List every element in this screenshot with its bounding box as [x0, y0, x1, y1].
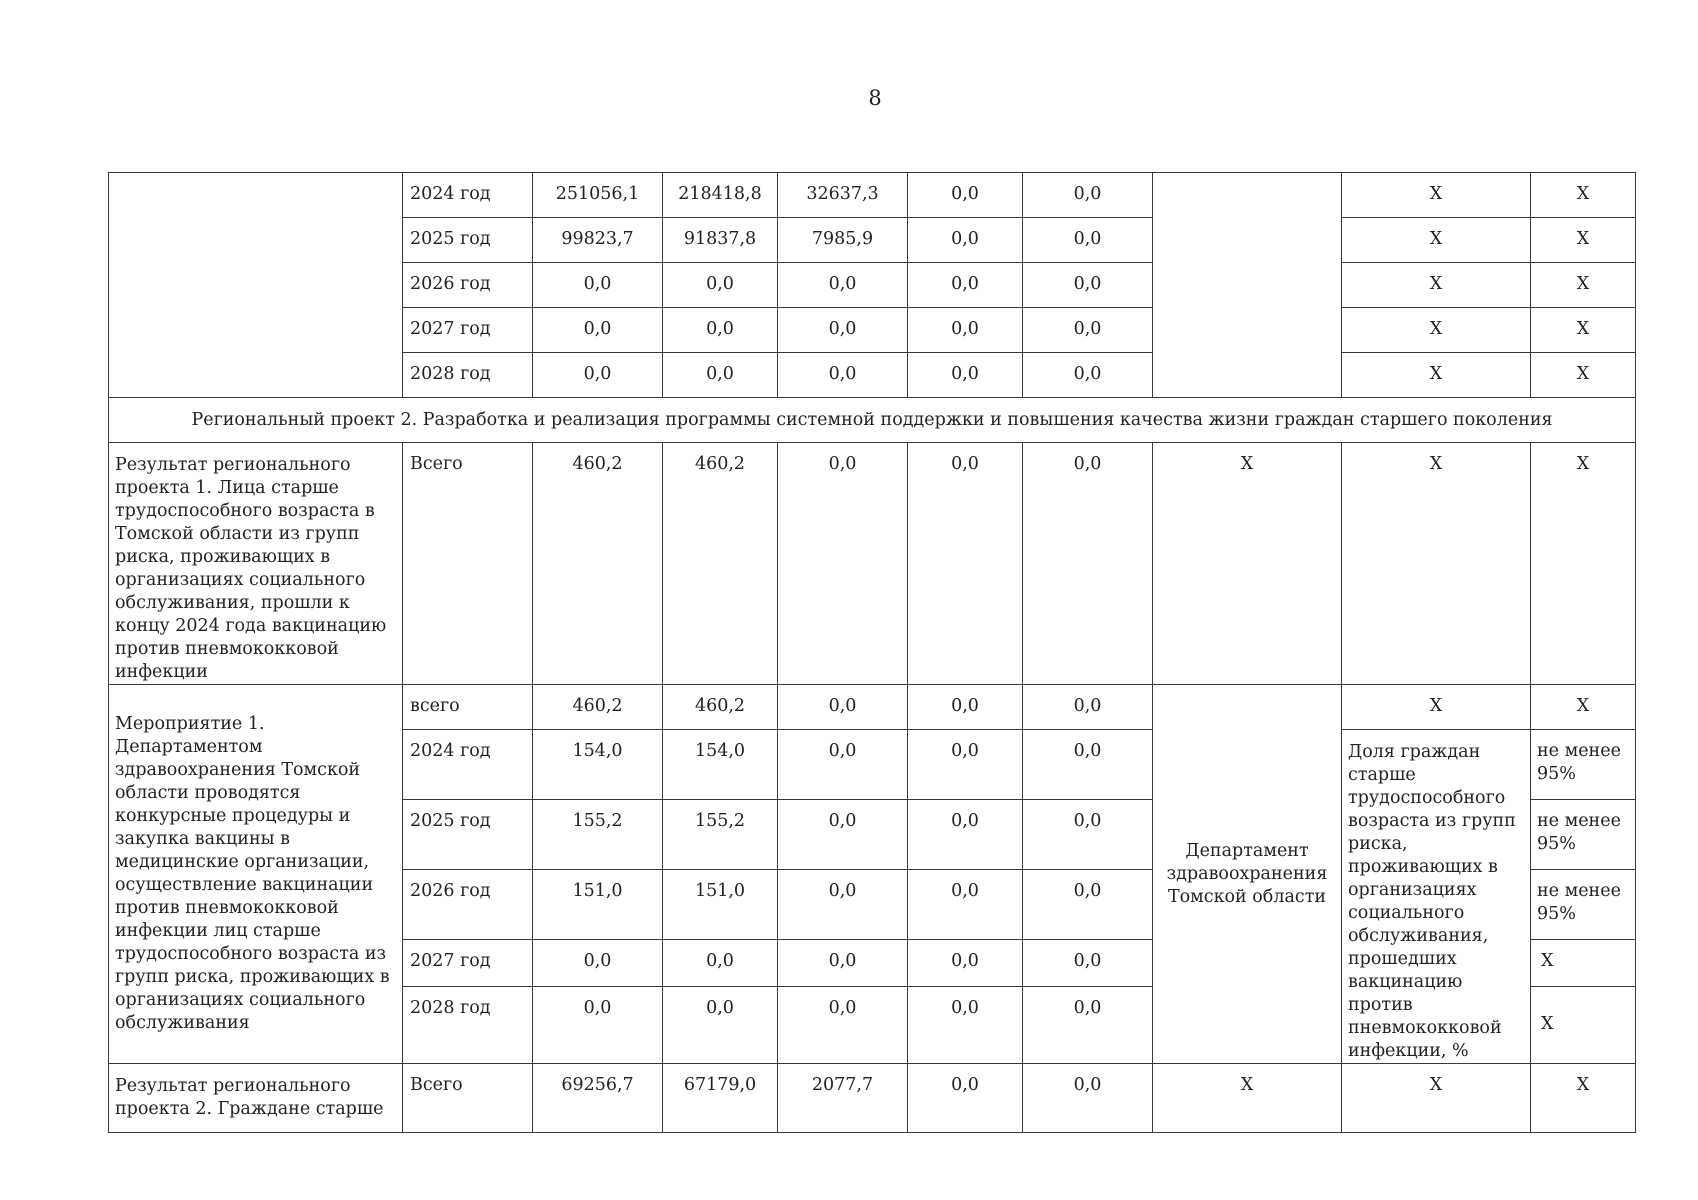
value-cell: 154,0 — [663, 730, 778, 800]
requirement-cell: не менее 95% — [1531, 730, 1636, 800]
x-cell: X — [1342, 685, 1531, 730]
value-cell: 0,0 — [1023, 870, 1153, 940]
section-banner: Региональный проект 2. Разработка и реализация программы системной поддержки и повышения качества жизни граждан старшего поколения — [109, 398, 1636, 443]
value-cell: 0,0 — [533, 308, 663, 353]
x-cell: X — [1531, 353, 1636, 398]
value-cell: 0,0 — [908, 263, 1023, 308]
year-cell: 2024 год — [403, 173, 533, 218]
year-cell: 2025 год — [403, 800, 533, 870]
value-cell: 0,0 — [533, 986, 663, 1063]
value-cell: 0,0 — [908, 308, 1023, 353]
value-cell: 0,0 — [778, 800, 908, 870]
year-cell: 2027 год — [403, 940, 533, 986]
value-cell: 0,0 — [908, 353, 1023, 398]
value-cell: 218418,8 — [663, 173, 778, 218]
result-description: Результат регионального проекта 1. Лица старше трудоспособного возраста в Томской области из групп риска, проживающих в организациях социального обслуживания, прошли к концу 2024 года вакцинацию против пневмококковой инфекции — [109, 443, 403, 685]
value-cell: 0,0 — [533, 353, 663, 398]
x-cell: X — [1153, 1064, 1342, 1133]
value-cell: 460,2 — [533, 685, 663, 730]
x-cell: X — [1342, 353, 1531, 398]
value-cell: 0,0 — [908, 218, 1023, 263]
measure-description: Мероприятие 1. Департаментом здравоохранения Томской области проводятся конкурсные процедуры и закупка вакцины в медицинские организации, осуществление вакцинации против пневмококковой инфекции лиц старше трудоспособного возраста из групп риска, проживающих в организациях социального обслуживания — [109, 685, 403, 1064]
value-cell: 0,0 — [778, 730, 908, 800]
value-cell: 99823,7 — [533, 218, 663, 263]
year-cell: 2028 год — [403, 986, 533, 1063]
x-cell: X — [1342, 308, 1531, 353]
x-cell: X — [1342, 263, 1531, 308]
value-cell: 0,0 — [908, 986, 1023, 1063]
value-cell: 0,0 — [533, 263, 663, 308]
value-cell: 0,0 — [1023, 685, 1153, 730]
requirement-cell: X — [1531, 940, 1636, 986]
value-cell: 0,0 — [1023, 308, 1153, 353]
x-cell: X — [1531, 685, 1636, 730]
value-cell: 460,2 — [663, 685, 778, 730]
value-cell: 7985,9 — [778, 218, 908, 263]
value-cell: 0,0 — [778, 443, 908, 685]
x-cell: X — [1153, 443, 1342, 685]
value-cell: 0,0 — [1023, 263, 1153, 308]
total-label: Всего — [403, 443, 533, 685]
value-cell: 0,0 — [908, 800, 1023, 870]
value-cell: 0,0 — [663, 353, 778, 398]
value-cell: 0,0 — [908, 870, 1023, 940]
value-cell: 0,0 — [663, 940, 778, 986]
table-row — [109, 398, 1636, 443]
x-cell: X — [1531, 443, 1636, 685]
year-cell: 2026 год — [403, 870, 533, 940]
value-cell: 0,0 — [1023, 1064, 1153, 1133]
value-cell: 0,0 — [663, 263, 778, 308]
year-cell: 2028 год — [403, 353, 533, 398]
value-cell: 0,0 — [908, 685, 1023, 730]
value-cell: 0,0 — [1023, 800, 1153, 870]
value-cell: 69256,7 — [533, 1064, 663, 1133]
table-row — [109, 443, 1636, 685]
x-cell: X — [1342, 443, 1531, 685]
value-cell: 0,0 — [778, 353, 908, 398]
value-cell: 0,0 — [908, 443, 1023, 685]
year-cell: 2025 год — [403, 218, 533, 263]
requirement-cell: не менее 95% — [1531, 870, 1636, 940]
value-cell: 67179,0 — [663, 1064, 778, 1133]
requirement-cell: не менее 95% — [1531, 800, 1636, 870]
value-cell: 155,2 — [663, 800, 778, 870]
total-label: всего — [403, 685, 533, 730]
x-cell: X — [1531, 308, 1636, 353]
budget-table — [108, 172, 1636, 1133]
value-cell: 0,0 — [778, 263, 908, 308]
value-cell: 0,0 — [1023, 218, 1153, 263]
x-cell: X — [1342, 173, 1531, 218]
value-cell: 0,0 — [1023, 730, 1153, 800]
value-cell: 155,2 — [533, 800, 663, 870]
value-cell: 0,0 — [778, 986, 908, 1063]
value-cell: 151,0 — [533, 870, 663, 940]
table-row — [109, 685, 1636, 730]
table-row — [109, 173, 1636, 218]
value-cell: 0,0 — [908, 940, 1023, 986]
year-cell: 2027 год — [403, 308, 533, 353]
value-cell: 0,0 — [778, 685, 908, 730]
value-cell: 0,0 — [908, 173, 1023, 218]
value-cell: 0,0 — [1023, 353, 1153, 398]
value-cell: 154,0 — [533, 730, 663, 800]
value-cell: 32637,3 — [778, 173, 908, 218]
x-cell: X — [1342, 218, 1531, 263]
x-cell: X — [1531, 263, 1636, 308]
value-cell: 2077,7 — [778, 1064, 908, 1133]
year-cell: 2026 год — [403, 263, 533, 308]
value-cell: 0,0 — [908, 730, 1023, 800]
executor-cell: Департамент здравоохранения Томской области — [1153, 685, 1342, 1064]
x-cell: X — [1531, 218, 1636, 263]
value-cell: 0,0 — [533, 940, 663, 986]
page-number: 8 — [868, 86, 882, 110]
year-cell: 2024 год — [403, 730, 533, 800]
value-cell: 0,0 — [1023, 443, 1153, 685]
table-row — [109, 1064, 1636, 1133]
value-cell: 151,0 — [663, 870, 778, 940]
value-cell: 460,2 — [663, 443, 778, 685]
indicator-cell: Доля граждан старше трудоспособного возраста из групп риска, проживающих в организациях социального обслуживания, прошедших вакцинацию против пневмококковой инфекции, % — [1342, 730, 1531, 1064]
total-label: Всего — [403, 1064, 533, 1133]
value-cell: 0,0 — [1023, 986, 1153, 1063]
value-cell: 0,0 — [908, 1064, 1023, 1133]
value-cell: 91837,8 — [663, 218, 778, 263]
value-cell: 0,0 — [663, 986, 778, 1063]
value-cell: 0,0 — [778, 870, 908, 940]
value-cell: 0,0 — [1023, 940, 1153, 986]
requirement-cell: X — [1531, 986, 1636, 1063]
empty-cell — [109, 173, 403, 398]
value-cell: 0,0 — [778, 308, 908, 353]
value-cell: 0,0 — [663, 308, 778, 353]
value-cell: 0,0 — [778, 940, 908, 986]
x-cell: X — [1531, 1064, 1636, 1133]
value-cell: 0,0 — [1023, 173, 1153, 218]
x-cell: X — [1342, 1064, 1531, 1133]
value-cell: 460,2 — [533, 443, 663, 685]
result-description: Результат регионального проекта 2. Граждане старше — [109, 1064, 403, 1133]
empty-cell — [1153, 173, 1342, 398]
value-cell: 251056,1 — [533, 173, 663, 218]
x-cell: X — [1531, 173, 1636, 218]
